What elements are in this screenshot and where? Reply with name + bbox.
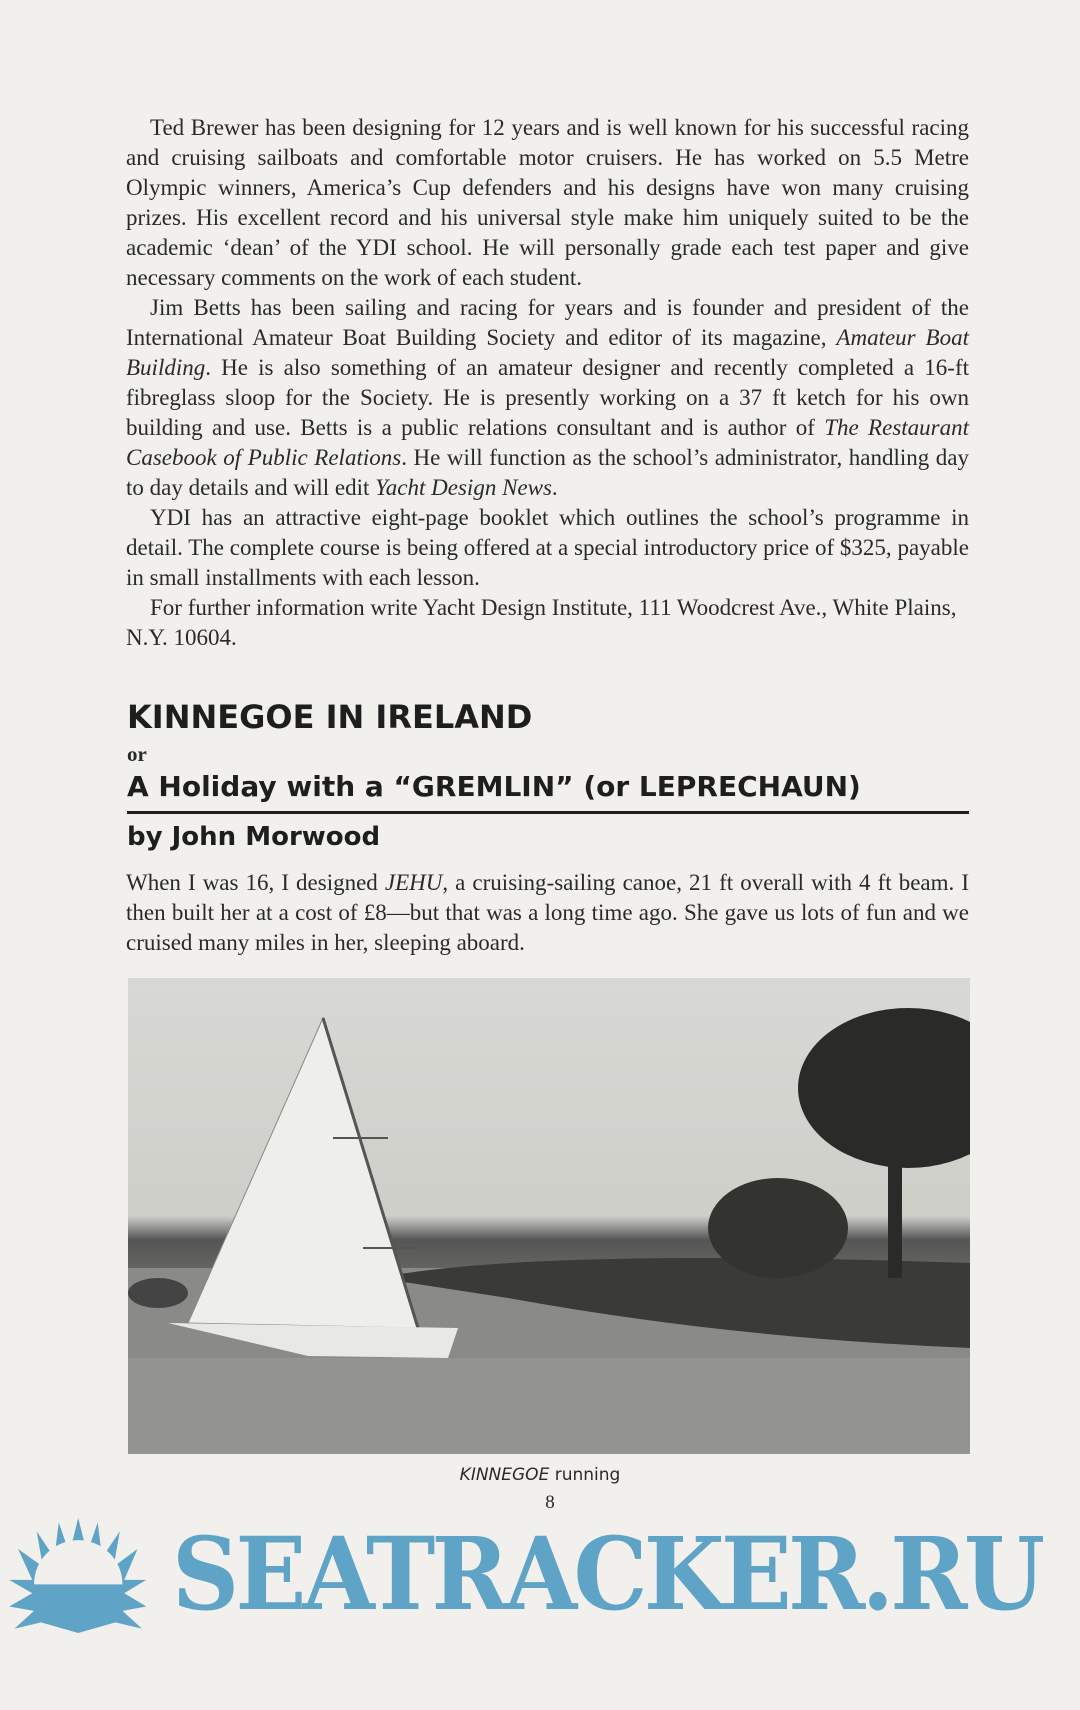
page-number: 8 — [545, 1492, 555, 1513]
paragraph-betts — [126, 293, 969, 503]
jehu-text-c: , a cruising-sailing canoe, 21 ft overall with 4 ft beam. I then built her at a cost of £8—but that was a long time ago. She gave us lots of fun and we cruised many miles in her, sleeping aboard. — [126, 870, 969, 955]
boat-name: JEHU — [384, 870, 443, 895]
photo-caption — [0, 1464, 1080, 1486]
photo-kinnegoe-sailing — [128, 978, 970, 1454]
newsletter-title: Yacht Design News — [375, 475, 552, 500]
magazine-title: Amateur Boat Building — [126, 325, 969, 380]
watermark — [0, 1515, 1080, 1633]
paragraph-brewer: Ted Brewer has been designing for 12 years and is well known for his successful racing and cruising sailboats and comfortable motor cruisers. He has worked on 5.5 Metre Olympic winners, America’s Cup defenders and his designs have won many cruising prizes. His excellent record and his universal style make him uniquely suited to be the academic ‘dean’ of the YDI school. He will personally grade each test paper and give necessary comments on the work of each student. — [126, 115, 969, 290]
article-body — [126, 868, 969, 958]
caption-boat-name: KINNEGOE — [459, 1465, 550, 1485]
paragraph-contact: For further information write Yacht Design Institute, 111 Woodcrest Ave., White Plains, N.Y. 10604. — [126, 595, 957, 650]
article-subtitle: A Holiday with a “GREMLIN” (or LEPRECHAUN) — [127, 770, 861, 803]
intro-text — [126, 113, 969, 653]
photo-illustration — [128, 978, 970, 1454]
betts-text-a: Jim Betts has been sailing and racing for years and is founder and president of the International Amateur Boat Building Society and editor of its magazine, — [126, 295, 969, 350]
byline: by John Morwood — [127, 822, 381, 852]
book-title: The Restaurant Casebook of Public Relations — [126, 415, 969, 470]
paragraph-booklet: YDI has an attractive eight-page booklet which outlines the school’s programme in detail. The complete course is being offered at a special introductory price of $325, payable in small installments with each lesson. — [126, 505, 969, 590]
watermark-text: SEATRACKER.RU — [172, 1515, 1042, 1633]
betts-text-g: . — [551, 475, 558, 500]
caption-text: running — [549, 1465, 621, 1485]
paragraph-jehu — [126, 868, 969, 958]
title-or: or — [127, 742, 147, 766]
jehu-text-a: When I was 16, I designed — [126, 870, 385, 895]
title-rule — [127, 811, 969, 814]
betts-text-e: . He will function as the school’s administrator, handling day to day details and will edit — [126, 445, 969, 500]
betts-text-c: . He is also something of an amateur designer and recently completed a 16-ft fibreglass sloop for the Society. He is presently working on a 37 ft ketch for his own building and use. Betts is a public relations consultant and is author of — [126, 355, 969, 440]
sun-logo-icon — [0, 1518, 160, 1633]
article-title: KINNEGOE IN IRELAND — [127, 698, 533, 736]
